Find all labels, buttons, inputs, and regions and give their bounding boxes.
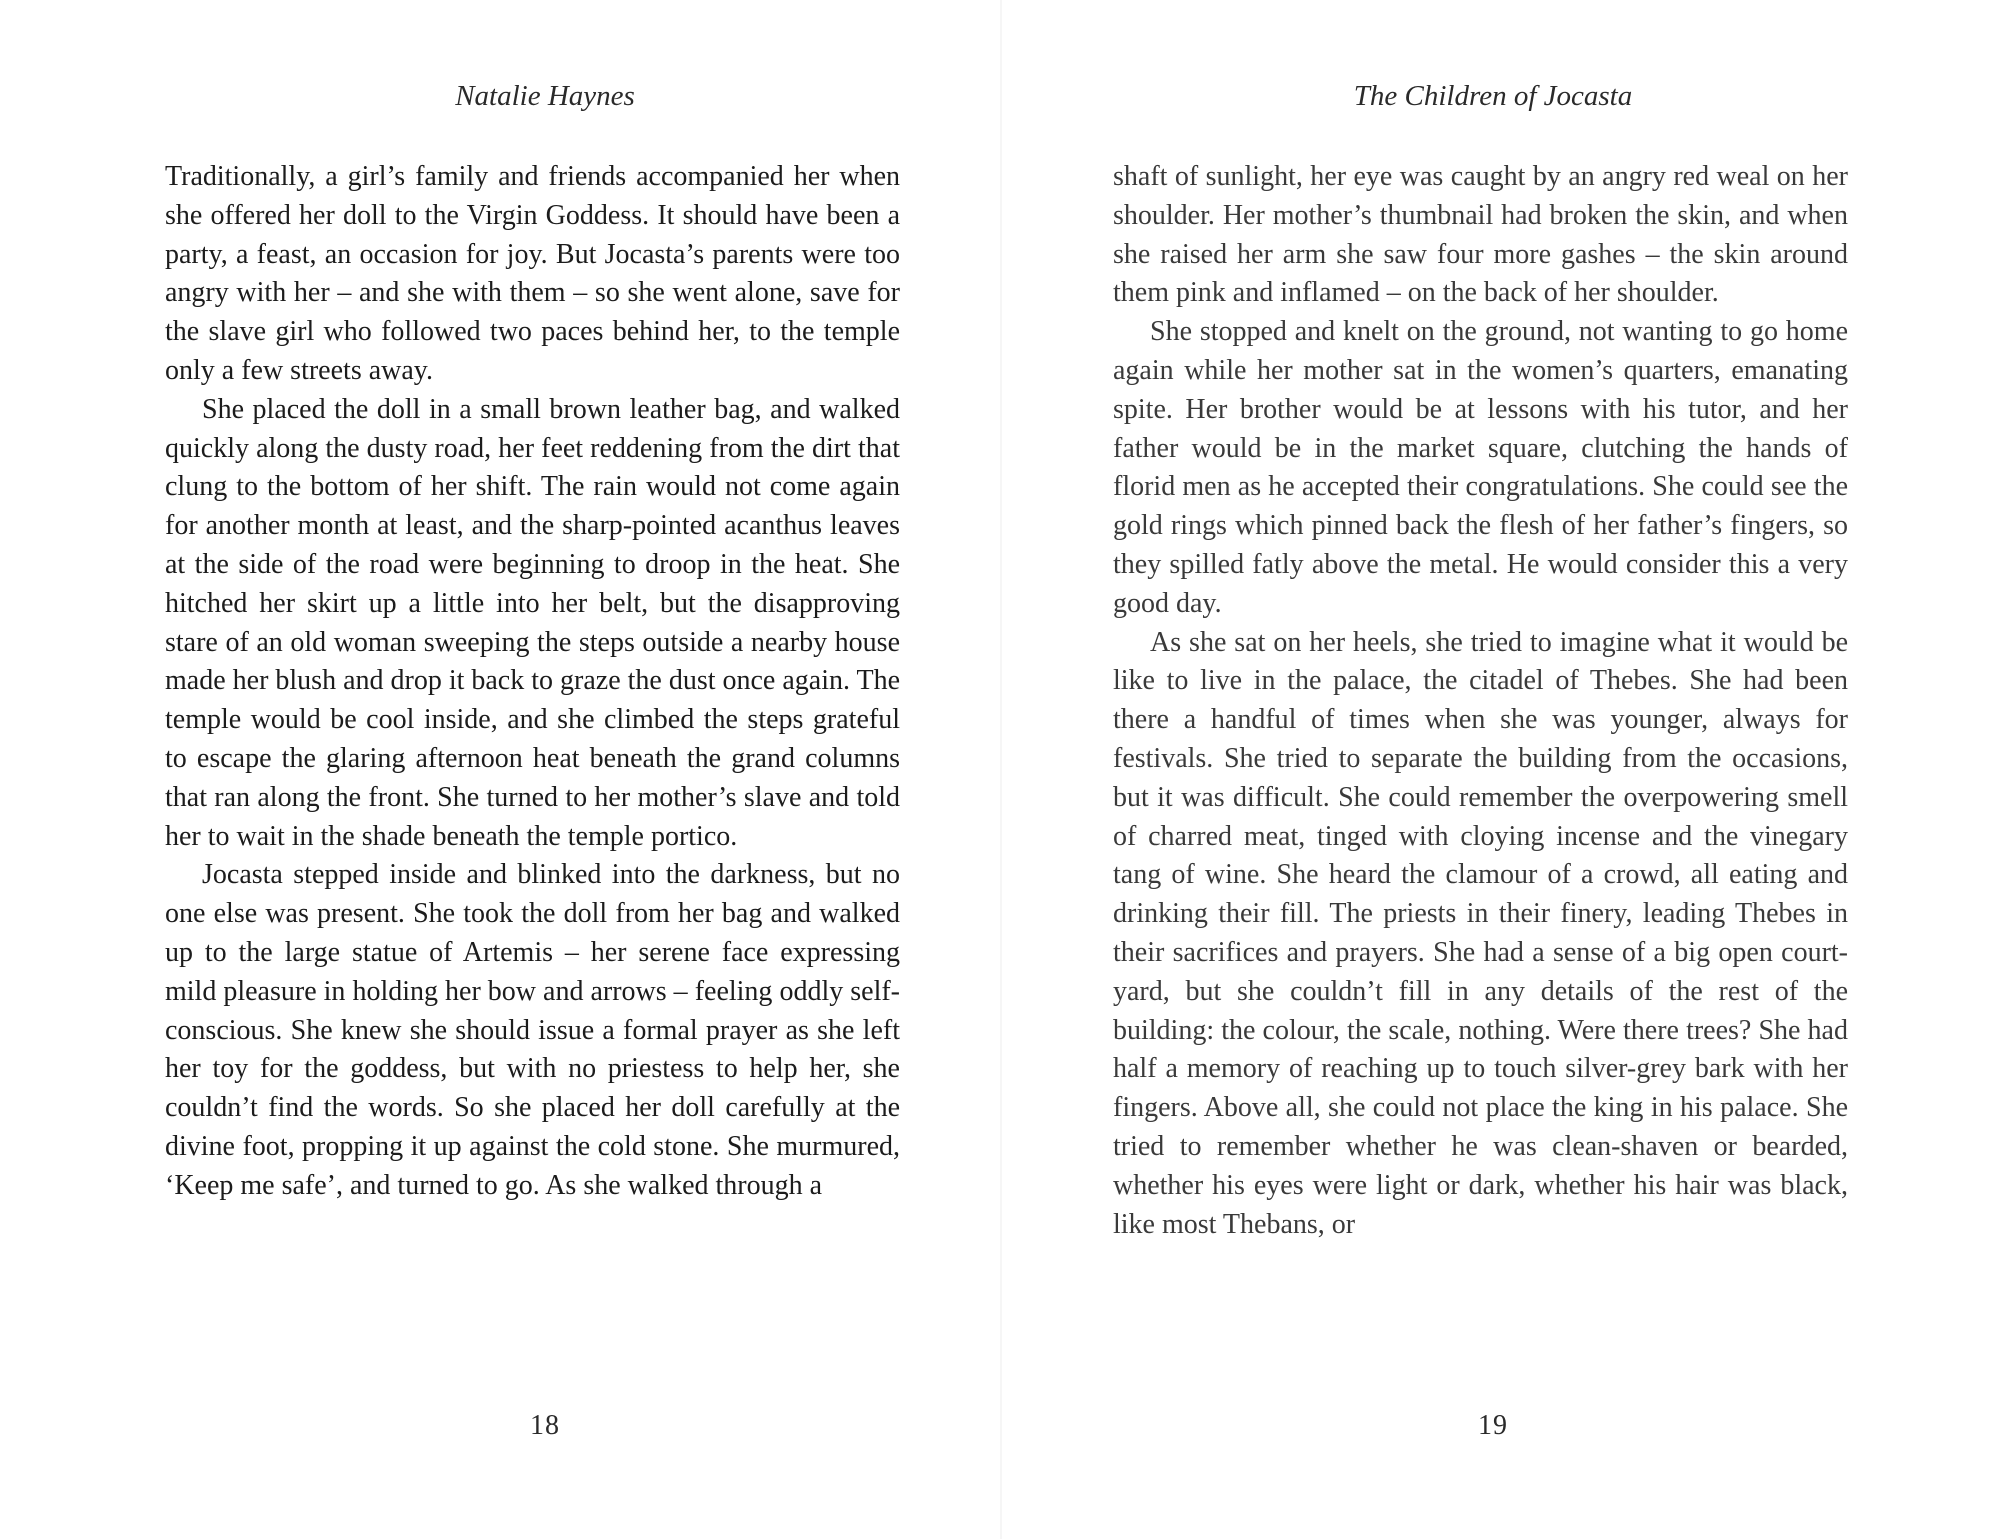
running-head-title: The Children of Jocasta bbox=[1353, 80, 1633, 112]
right-page-body bbox=[1113, 158, 1848, 1244]
book-gutter bbox=[1000, 0, 1002, 1539]
paragraph: She placed the doll in a small brown leather bag, and walked quickly along the dusty road, her feet reddening from the dirt that clung to the bottom of her shift. The rain would not come again for another month at least, and the sharp-pointed acanthus leaves at the side of the road were beginning to droop in the heat. She hitched her skirt up a little into her belt, but the disapproving stare of an old woman sweeping the steps outside a nearby house made her blush and drop it back to graze the dust once again. The temple would be cool inside, and she climbed the steps grateful to escape the glaring afternoon heat beneath the grand columns that ran along the front. She turned to her mother’s slave and told her to wait in the shade beneath the temple portico. bbox=[165, 393, 901, 852]
paragraph: She stopped and knelt on the ground, not wanting to go home again while her mother sat in the women’s quarters, emanating spite. Her brother would be at lessons with his tutor, and her father would be in the market square, clutching the hands of florid men as he accepted their congratulations. She could see the gold rings which pinned back the flesh of her father’s fingers, so they spilled fatly above the metal. He would consider this a very good day. bbox=[1113, 316, 1848, 619]
page-number: 18 bbox=[530, 1410, 560, 1441]
running-head-author: Natalie Haynes bbox=[455, 80, 635, 112]
paragraph: shaft of sunlight, her eye was caught by an angry red weal on her shoulder. Her mother’s thumbnail had broken the skin, and when she raised her arm she saw four more gashes – the skin around them pink and inflamed – on the back of her shoulder. bbox=[1113, 161, 1848, 309]
paragraph: As she sat on her heels, she tried to imagine what it would be like to live in the palace, the citadel of Thebes. She had been there a handful of times when she was younger, always for festivals. She tried to separate the building from the occasions, but it was difficult. She could remember the overpowering smell of charred meat, tinged with cloying incense and the vinegary tang of wine. She heard the clamour of a crowd, all eating and drinking their fill. The priests in their finery, leading Thebes in their sacrifices and prayers. She had a sense of a big open courtyard, but she couldn’t fill in any details of the rest of the building: the colour, the scale, nothing. Were there trees? She had half a memory of reaching up to touch silver-grey bark with her fingers. Above all, she could not place the king in his palace. She tried to remember whether he was clean-shaven or bearded, whether his eyes were light or dark, whether his hair was black, like most Thebans, or bbox=[1113, 626, 1848, 1240]
left-page-body bbox=[165, 158, 900, 1206]
left-page bbox=[165, 0, 925, 1539]
paragraph: Jocasta stepped inside and blinked into the darkness, but no one else was present. She took the doll from her bag and walked up to the large statue of Artemis – her serene face expressing mild pleasure in holding her bow and arrows – feeling oddly self-conscious. She knew she should issue a formal prayer as she left her toy for the goddess, but with no priestess to help her, she couldn’t find the words. So she placed her doll carefully at the divine foot, propping it up against the cold stone. She murmured, ‘Keep me safe’, and turned to go. As she walked through a bbox=[165, 859, 900, 1201]
paragraph: Traditionally, a girl’s family and friends accompanied her when she offered her doll to the Virgin Goddess. It should have been a party, a feast, an occasion for joy. But Jocasta’s parents were too angry with her – and she with them – so she went alone, save for the slave girl who followed two paces behind her, to the temple only a few streets away. bbox=[165, 161, 900, 386]
right-page bbox=[1113, 0, 1873, 1539]
page-number: 19 bbox=[1478, 1410, 1508, 1441]
